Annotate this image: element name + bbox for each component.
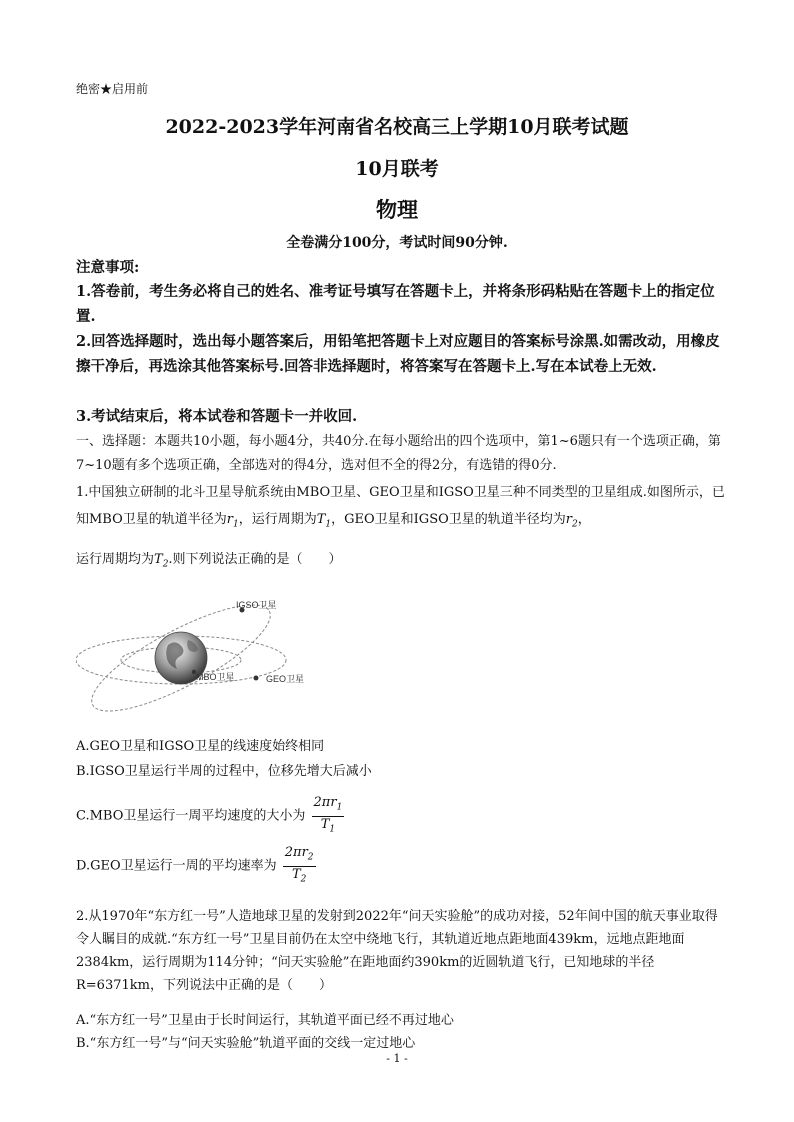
q1-stem-part: ，运行周期为: [238, 512, 317, 527]
label-mbo: MBO卫星: [196, 672, 235, 682]
label-igso: IGSO卫星: [236, 600, 277, 610]
q1-option-c: C.MBO卫星运行一周平均速度的大小为 $\frac{2\pi r_1}{T_1}$: [76, 795, 344, 837]
q1-stem-part: ，GEO卫星和IGSO卫星的轨道半径均为: [331, 512, 566, 527]
q1-option-a: A.GEO卫星和IGSO卫星的线速度始终相同: [76, 739, 325, 754]
page-number: - 1 -: [386, 1052, 408, 1065]
notice-heading: 注意事项:: [76, 259, 140, 276]
exam-title: 2022-2023学年河南省名校高三上学期10月联考试题: [165, 116, 629, 138]
q1-stem-part: ，: [577, 512, 591, 527]
exam-meta: 全卷满分100分，考试时间90分钟.: [286, 235, 508, 251]
q1-option-c-fraction: $\frac{2\pi r_1}{T_1}$: [313, 795, 343, 835]
question-1-stem-end: [76, 548, 726, 577]
secret-label: 绝密★启用前: [76, 82, 149, 96]
label-geo: GEO卫星: [266, 674, 305, 684]
q1-option-d-fraction: $\frac{2\pi r_2}{T_2}$: [284, 845, 314, 885]
notice-item-3: 3.考试结束后，将本试卷和答题卡一并收回.: [76, 408, 358, 425]
geo-satellite-icon: [254, 676, 259, 681]
q2-option-a: A.“东方红一号”卫星由于长时间运行，其轨道平面已经不再过地心: [76, 1013, 454, 1028]
q1-option-b: B.IGSO卫星运行半周的过程中，位移先增大后减小: [76, 764, 372, 779]
notice-item-1: 1.答卷前，考生务必将自己的姓名、准考证号填写在答题卡上，并将条形码粘贴在答题卡上的指定位置.: [76, 283, 715, 325]
q1-option-d: D.GEO卫星运行一周的平均速率为 $\frac{2\pi r_2}{T_2}$: [76, 845, 316, 887]
var-r1: $r_1$: [226, 512, 239, 530]
var-r2: $r_2$: [565, 512, 578, 530]
q1-stem-part: 1.中国独立研制的北斗卫星导航系统由MBO卫星、GEO卫星和IGSO卫星三种不同类型的卫星组成.如图所示，已知MBO卫星的轨道半径为: [76, 485, 725, 527]
var-T2: $T_2$: [154, 552, 169, 570]
subject-title: 物理: [376, 197, 418, 222]
var-T1: $T_1$: [316, 512, 332, 530]
exam-subtitle: 10月联考: [355, 158, 439, 180]
satellite-orbits-figure: [76, 590, 336, 725]
section-instructions: 一、选择题：本题共10小题，每小题4分，共40分.在每小题给出的四个选项中，第1~6题只有一个选项正确，第7~10题有多个选项正确，全部选对的得4分，选对但不全的得2分，有选错的得0分.: [76, 434, 721, 473]
q1-stem-part: 运行周期均为: [76, 552, 155, 567]
q2-option-b: B.“东方红一号”与“问天实验舱”轨道平面的交线一定过地心: [76, 1036, 416, 1051]
question-2-stem: 2.从1970年“东方红一号”人造地球卫星的发射到2022年“问天实验舱”的成功对接，52年间中国的航天事业取得令人瞩目的成就.“东方红一号”卫星目前仍在太空中绕地飞行，其轨道近地点距地面439km，远地点距地面2384km，运行周期为114分钟；“问天实验舱”在距地面约390km的近圆轨道飞行，已知地球的半径R=6371km，下列说法中正确的是（ ）: [76, 909, 718, 993]
notice-item-2: 2.回答选择题时，选出每小题答案后，用铅笔把答题卡上对应题目的答案标号涂黑.如需改动，用橡皮擦干净后，再选涂其他答案标号.回答非选择题时，将答案写在答题卡上.写在本试卷上无效.: [76, 333, 720, 375]
q1-stem-part: .则下列说法正确的是（ ）: [168, 552, 342, 567]
question-1-stem: [76, 479, 726, 539]
